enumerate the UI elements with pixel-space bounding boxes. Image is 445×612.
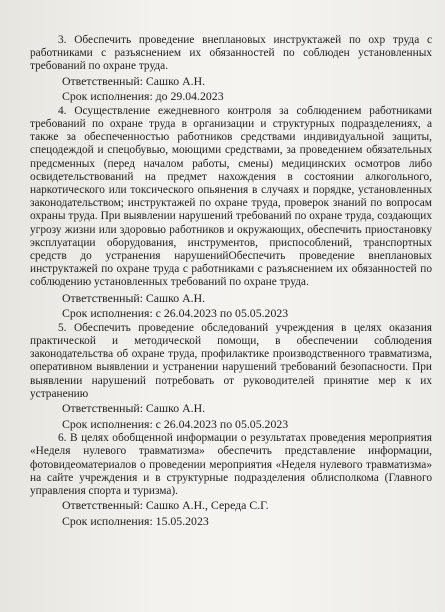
- item-5-text: 5. Обеспечить проведение обследований учреждения в целях оказания практической и методической помощи, в обеспечении соблюдения законодательства об охране труда, профилактике производственного травматизма, оперативном выявлении и устранении нарушений требований безопасности. При выявлении нарушений потребовать от руководителей принятие мер к их устранению: [30, 321, 432, 400]
- item-5-deadline: Срок исполнения: с 26.04.2023 по 05.05.2023: [62, 416, 289, 431]
- item-3-deadline: Срок исполнения: до 29.04.2023: [62, 89, 224, 104]
- item-6-responsible: Ответственный: Сашко А.Н., Середа С.Г.: [62, 498, 269, 513]
- document-body: [30, 34, 432, 529]
- item-6-deadline: Срок исполнения: 15.05.2023: [62, 513, 209, 528]
- item-6-text: 6. В целях обобщенной информации о результатах проведения мероприятия «Неделя нулевого травматизма» обеспечить представление информации, фотовидеоматериалов о проведении мероприятия «Неделя нулевого травматизма» на сайте учреждения и в структурные подразделения облисполкома (Главного управления спорта и туризма).: [30, 432, 432, 498]
- item-3-text: 3. Обеспечить проведение внеплановых инструктажей по охр труда с работниками с разъяснением их обязанностей по соблюден установленных требований по охране труда.: [30, 34, 432, 73]
- item-3-responsible: Ответственный: Сашко А.Н.: [62, 73, 206, 88]
- item-4-text: 4. Осуществление ежедневного контроля за соблюдением работниками требований по охране труда в организации и структурных подразделениях, а также за обеспеченностью работников средствами индивидуальной защиты, спецодеждой и спецобувью, моющими средствами, за проведением обязательных предсменных (перед началом работы, смены) медицинских осмотров либо освидетельствований на предмет нахождения в состоянии алкогольного, наркотического или токсического опьянения в случаях и порядке, установленных законодательством; инструктажей по охране труда, проверок знаний по вопросам охраны труда. При выявлении нарушений требований по охране труда, создающих угрозу жизни или здоровью работников и окружающих, обеспечить приостановку эксплуатации оборудования, инструментов, приспособлений, транспортных средств до устранения нарушенийОбеспечить проведение внеплановых инструктажей по охране труда с работниками с разъяснением их обязанностей по соблюдению установленных требований по охране труда.: [30, 104, 432, 289]
- item-5-responsible: Ответственный: Сашко А.Н.: [62, 401, 206, 416]
- item-4-deadline: Срок исполнения: с 26.04.2023 по 05.05.2023: [62, 306, 289, 321]
- item-4-responsible: Ответственный: Сашко А.Н.: [62, 290, 206, 305]
